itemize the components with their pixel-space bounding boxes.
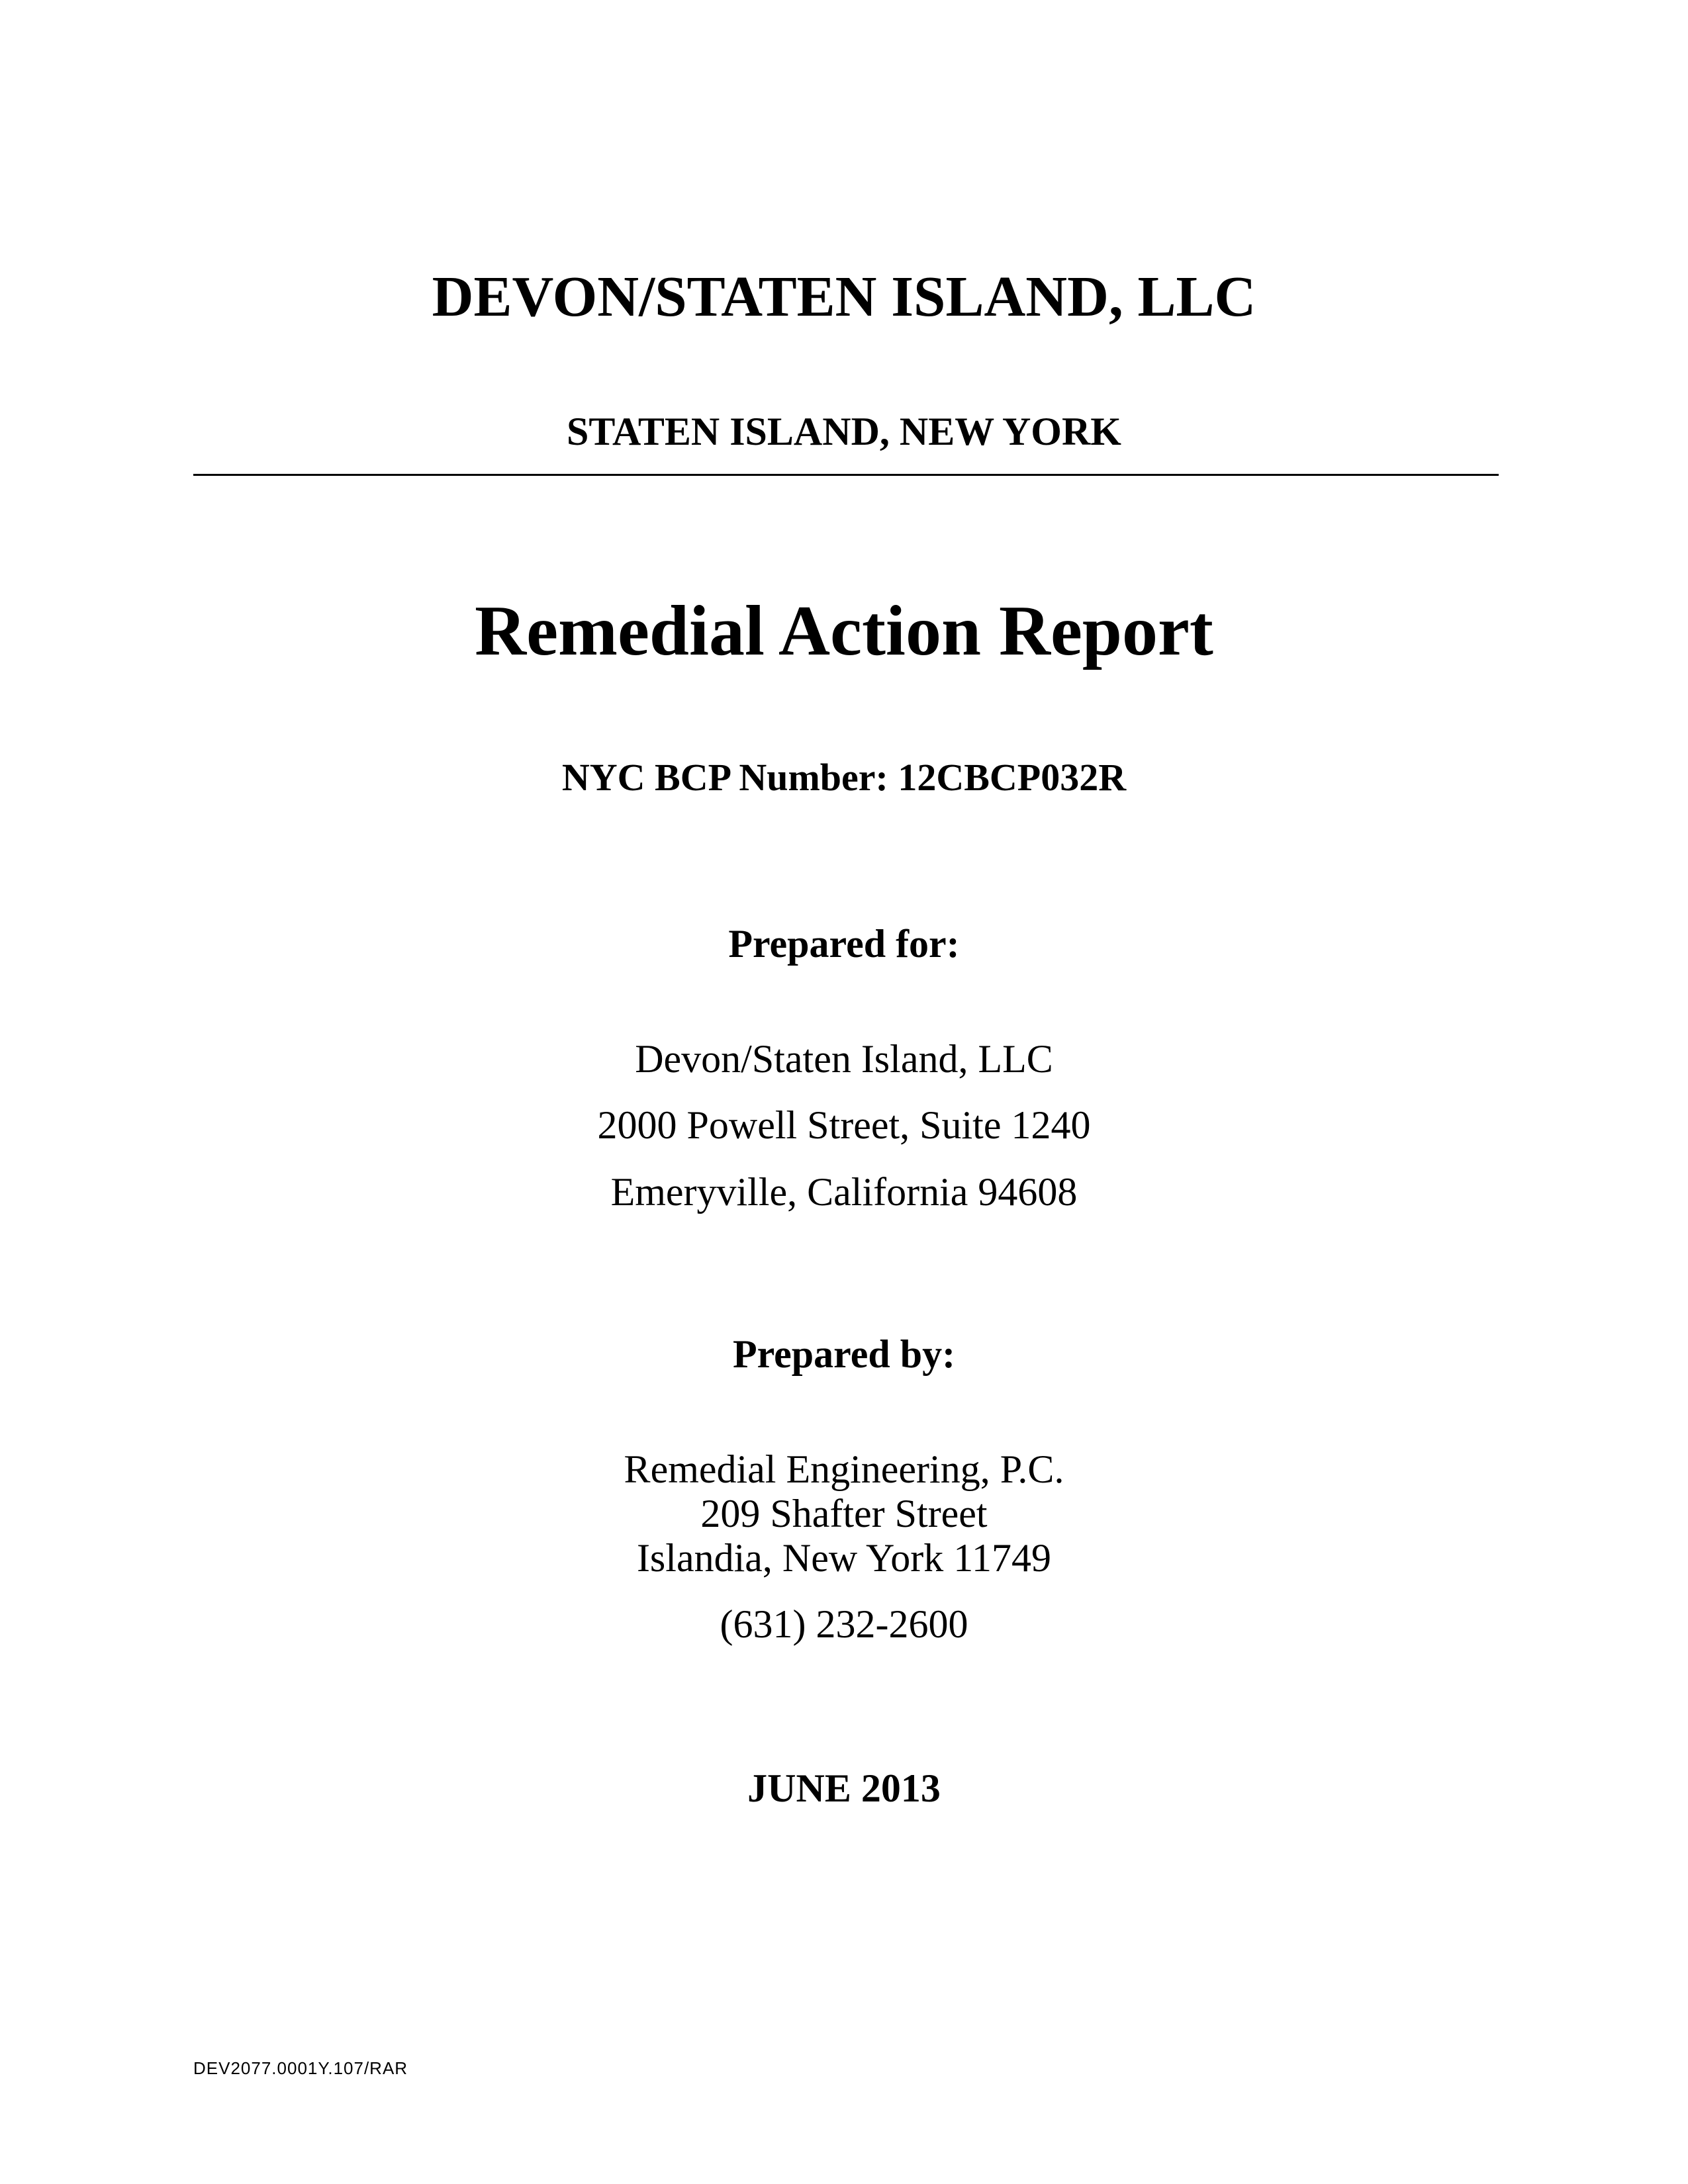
- prepared-for-line: 2000 Powell Street, Suite 1240: [597, 1103, 1091, 1147]
- prepared-by-line: Remedial Engineering, P.C.: [624, 1447, 1064, 1491]
- report-title: Remedial Action Report: [475, 592, 1213, 670]
- prepared-for-label: Prepared for:: [728, 922, 960, 966]
- document-code: DEV2077.0001Y.107/RAR: [193, 2058, 408, 2078]
- prepared-by-line: Islandia, New York 11749: [636, 1536, 1052, 1580]
- prepared-by-line: 209 Shafter Street: [700, 1492, 988, 1535]
- prepared-for-line: Devon/Staten Island, LLC: [635, 1037, 1053, 1081]
- bcp-number: NYC BCP Number: 12CBCP032R: [561, 756, 1127, 799]
- prepared-by-label: Prepared by:: [732, 1332, 956, 1376]
- company-title: DEVON/STATEN ISLAND, LLC: [432, 264, 1256, 328]
- prepared-for-line: Emeryville, California 94608: [610, 1170, 1078, 1214]
- prepared-by-phone: (631) 232-2600: [720, 1602, 968, 1646]
- header-divider: [193, 474, 1499, 476]
- location-subtitle: STATEN ISLAND, NEW YORK: [567, 410, 1121, 453]
- report-date: JUNE 2013: [747, 1766, 941, 1810]
